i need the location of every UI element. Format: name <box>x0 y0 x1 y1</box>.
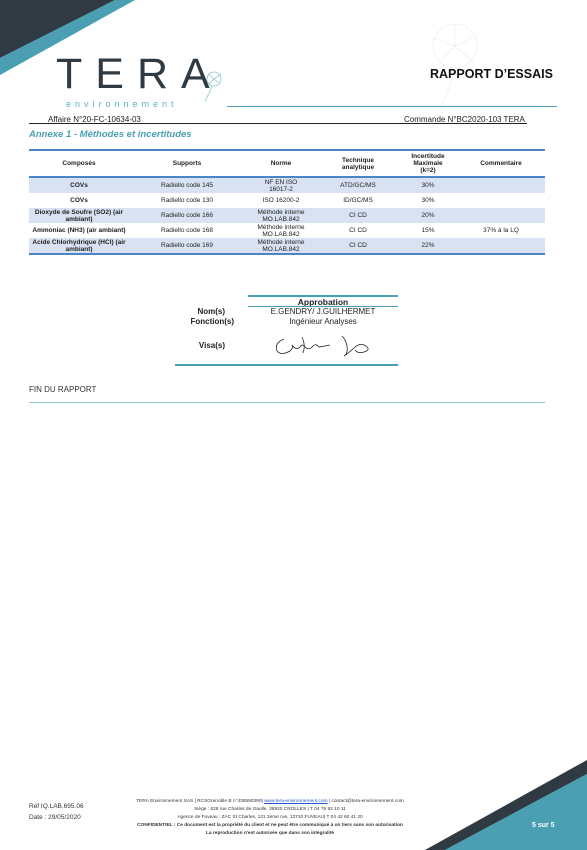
cell-commentaire: 37% à la LQ <box>483 227 519 234</box>
cell-incertitude: 30% <box>421 197 435 204</box>
cell-compose: Ammoniac (NH3) (air ambiant) <box>32 227 126 234</box>
fonction-label: Fonction(s) <box>190 317 234 326</box>
signature-1 <box>272 333 332 358</box>
table-header-row <box>29 150 545 177</box>
logo-subtitle: environnement <box>66 99 178 109</box>
table-row <box>29 208 545 223</box>
ref-number: Réf IQ.LAB.695.06 <box>29 803 84 810</box>
cell-commentaire <box>457 193 545 208</box>
cell-support: Radiello code 130 <box>160 197 214 204</box>
affaire-number: Affaire N°20-FC-10634-03 <box>48 115 141 124</box>
cell-technique: ID/GC/MS <box>343 197 373 204</box>
header-technique: Technique analytique <box>317 150 399 177</box>
table-row <box>29 193 545 208</box>
footer-ref <box>29 801 84 823</box>
header-incertitude: Incertitude Maximale (k=2) <box>399 150 457 177</box>
company-info: TERA Environnement SAS | RCSGrenoble B n°438590390| <box>136 799 265 804</box>
cell-support: Radiello code 169 <box>129 238 245 254</box>
table-row <box>29 238 545 254</box>
end-of-report: FIN DU RAPPORT <box>29 385 97 394</box>
cell-technique: CI CD <box>317 238 399 254</box>
corner-decoration-bottom-right <box>425 760 587 850</box>
cell-norme: ISO 16200-2 <box>262 197 300 204</box>
table-row <box>29 223 545 238</box>
cell-norme: Méthode interne MO.LAB.842 <box>257 223 305 238</box>
commande-number: Commande N°BC2020-103 TERA <box>404 115 525 124</box>
footer-line-5: La reproduction n'est autorisée que dans son intégralité <box>205 831 334 836</box>
noms-value: E.GENDRY/ J.GUILHERMET <box>270 307 376 316</box>
footer-info <box>110 798 430 838</box>
cell-commentaire <box>457 208 545 223</box>
report-title: RAPPORT D’ESSAIS <box>430 67 553 81</box>
page-number: 5 sur 5 <box>532 822 555 829</box>
cell-compose: COVs <box>70 197 88 204</box>
annexe-title: Annexe 1 - Méthodes et incertitudes <box>29 129 192 140</box>
cell-incertitude: 20% <box>399 208 457 223</box>
ref-date: Date : 29/05/2020 <box>29 814 81 821</box>
cell-norme: NF EN ISO 16017-2 <box>245 177 317 193</box>
fonction-value: Ingénieur Analyses <box>289 317 357 326</box>
approbation-title: Approbation <box>297 297 349 307</box>
cell-commentaire <box>457 177 545 193</box>
cell-compose: COVs <box>29 177 129 193</box>
cell-incertitude: 30% <box>399 177 457 193</box>
signature-2 <box>338 332 374 360</box>
logo-underline <box>227 106 557 107</box>
footer-line-4: CONFIDENTIEL : Ce document est la propriété du client et ne peut être communiqué à un tiers sans son autorisation <box>137 823 403 828</box>
header-divider <box>29 123 527 124</box>
table-row <box>29 177 545 193</box>
cell-compose: Dioxyde de Soufre (SO2) (air ambiant) <box>29 208 129 223</box>
footer-line-2: Siège : 628 rue Charles de Gaulle, 38920 CROLLES | T 04 76 92 10 11 <box>194 807 346 812</box>
cell-incertitude: 22% <box>399 238 457 254</box>
website-link[interactable]: www.tera-environnement.com <box>264 799 328 804</box>
cell-incertitude: 15% <box>421 227 435 234</box>
visa-label: Visa(s) <box>198 341 225 350</box>
approbation-bottom-rule <box>175 364 398 366</box>
contact-email: | contact@tera-environnement.com <box>327 799 404 804</box>
cell-support: Radiello code 166 <box>129 208 245 223</box>
header-composes: Composés <box>29 150 129 177</box>
cell-technique: CI CD <box>349 227 367 234</box>
logo-flower-icon <box>197 68 227 102</box>
cell-compose: Acide Chlorhydrique (HCl) (air ambiant) <box>29 238 129 254</box>
footer-line-3: Agence de Fuveau : ZAC St Charles, 131 3ème rue, 13710 FUVEAU| T 04 42 60 41 20 <box>177 815 363 820</box>
header-norme: Norme <box>245 150 317 177</box>
cell-norme: Méthode interne MO.LAB.842 <box>245 238 317 254</box>
cell-commentaire <box>457 238 545 254</box>
noms-label: Nom(s) <box>197 307 225 316</box>
header-supports: Supports <box>129 150 245 177</box>
footer-line-1 <box>110 798 430 806</box>
cell-support: Radiello code 168 <box>160 227 214 234</box>
methods-table <box>29 149 545 255</box>
dandelion-icon <box>395 18 515 113</box>
header-commentaire: Commentaire <box>457 150 545 177</box>
logo-wordmark: TERA <box>56 50 223 98</box>
cell-norme: Méthode interne MO.LAB.842 <box>245 208 317 223</box>
cell-support: Radiello code 145 <box>129 177 245 193</box>
cell-technique: ATD/GC/MS <box>317 177 399 193</box>
end-divider <box>29 402 545 403</box>
cell-technique: CI CD <box>317 208 399 223</box>
